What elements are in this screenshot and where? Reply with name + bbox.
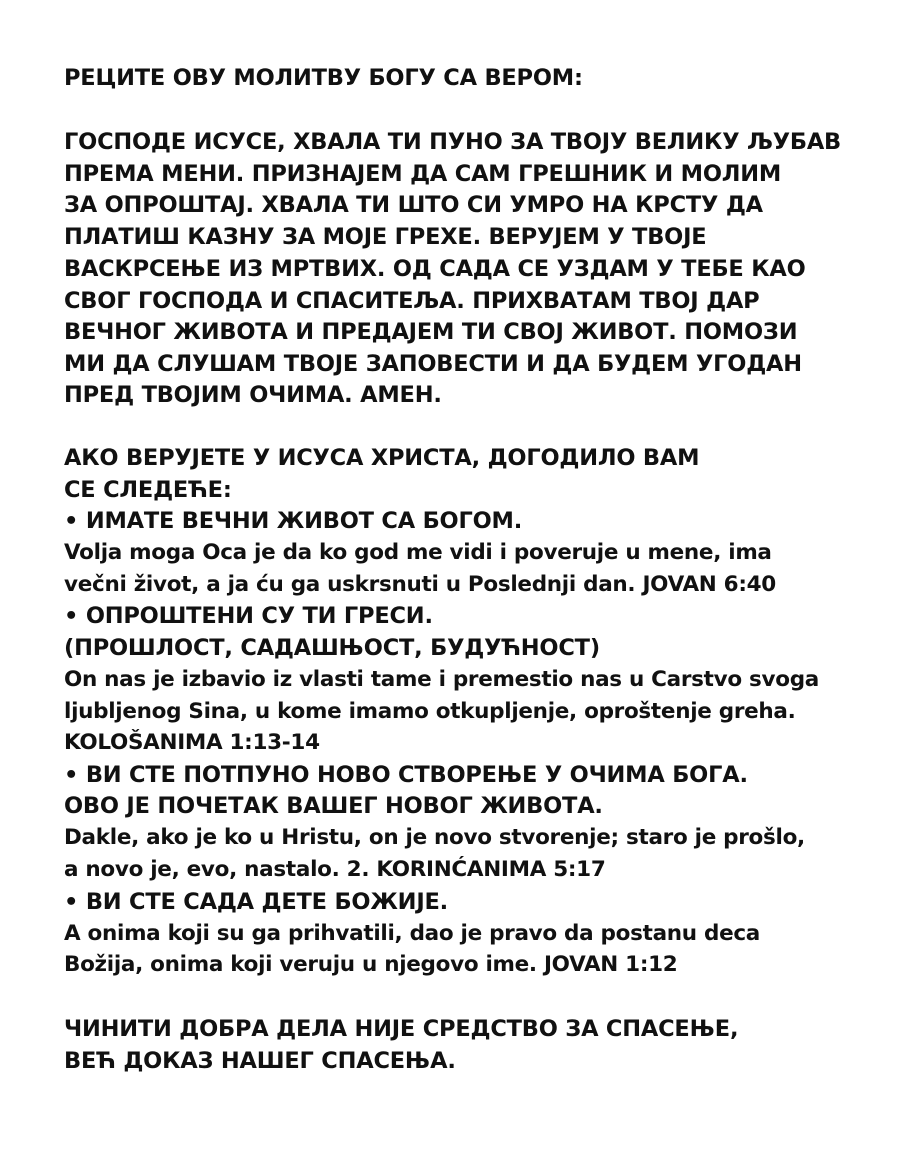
prayer-line: ПЛАТИШ КАЗНУ ЗА МОЈЕ ГРЕХЕ. ВЕРУЈЕМ У ТВОЈЕ <box>64 224 707 250</box>
verse-line: A onima koji su ga prihvatili, dao je pravo da postanu deca <box>64 921 760 946</box>
verse-line: KOLOŠANIMA 1:13-14 <box>64 730 320 755</box>
prayer-line: ВЕЧНОГ ЖИВОТА И ПРЕДАЈЕМ ТИ СВОЈ ЖИВОТ. ПОМОЗИ <box>64 319 798 345</box>
point-title: • ВИ СТЕ САДА ДЕТЕ БОЖИЈЕ. <box>64 889 449 915</box>
intro-line: СЕ СЛЕДЕЋЕ: <box>64 477 232 503</box>
verse-line: Dakle, ako je ko u Hristu, on je novo stvorenje; staro je prošlo, <box>64 825 805 850</box>
verse-line: a novo je, evo, nastalo. 2. KORINĆANIMA 5:17 <box>64 857 606 882</box>
point-subtitle: ОВО ЈЕ ПОЧЕТАК ВАШЕГ НОВОГ ЖИВОТА. <box>64 793 603 819</box>
prayer-line: ГОСПОДЕ ИСУСЕ, ХВАЛА ТИ ПУНО ЗА ТВОЈУ ВЕЛИКУ ЉУБАВ <box>64 129 842 155</box>
closing-line: ВЕЋ ДОКАЗ НАШЕГ СПАСЕЊА. <box>64 1048 456 1074</box>
page-heading: РЕЦИТЕ ОВУ МОЛИТВУ БОГУ СА ВЕРОМ: <box>64 65 583 91</box>
intro-line: АКО ВЕРУЈЕТЕ У ИСУСА ХРИСТА, ДОГОДИЛО ВАМ <box>64 445 700 471</box>
verse-line: Volja moga Oca je da ko god me vidi i poveruje u mene, ima <box>64 540 772 565</box>
prayer-line: ВАСКРСЕЊЕ ИЗ МРТВИХ. ОД САДА СЕ УЗДАМ У ТЕБЕ КАО <box>64 256 806 282</box>
verse-line: On nas je izbavio iz vlasti tame i premestio nas u Carstvo svoga <box>64 667 819 692</box>
prayer-line: МИ ДА СЛУШАМ ТВОЈЕ ЗАПОВЕСТИ И ДА БУДЕМ УГОДАН <box>64 351 802 377</box>
prayer-line: СВОГ ГОСПОДА И СПАСИТЕЉА. ПРИХВАТАМ ТВОЈ ДАР <box>64 288 760 314</box>
prayer-line: ЗА ОПРОШТАЈ. ХВАЛА ТИ ШТО СИ УМРО НА КРСТУ ДА <box>64 192 763 218</box>
point-title: • ВИ СТЕ ПОТПУНО НОВО СТВОРЕЊЕ У ОЧИМА БОГА. <box>64 762 748 788</box>
point-title: • ОПРОШТЕНИ СУ ТИ ГРЕСИ. <box>64 603 433 629</box>
verse-line: ljubljenog Sina, u kome imamo otkupljenje, oproštenje greha. <box>64 699 796 724</box>
verse-line: večni život, a ja ću ga uskrsnuti u Poslednji dan. JOVAN 6:40 <box>64 572 776 597</box>
point-subtitle: (ПРОШЛОСТ, САДАШЊОСТ, БУДУЋНОСТ) <box>64 635 600 661</box>
prayer-line: ПРЕМА МЕНИ. ПРИЗНАЈЕМ ДА САМ ГРЕШНИК И МОЛИМ <box>64 161 782 187</box>
prayer-line: ПРЕД ТВОЈИМ ОЧИМА. АМЕН. <box>64 382 442 408</box>
verse-line: Božija, onima koji veruju u njegovo ime. JOVAN 1:12 <box>64 952 678 977</box>
point-title: • ИМАТЕ ВЕЧНИ ЖИВОТ СА БОГОМ. <box>64 508 523 534</box>
closing-line: ЧИНИТИ ДОБРА ДЕЛА НИЈЕ СРЕДСТВО ЗА СПАСЕЊЕ, <box>64 1016 739 1042</box>
